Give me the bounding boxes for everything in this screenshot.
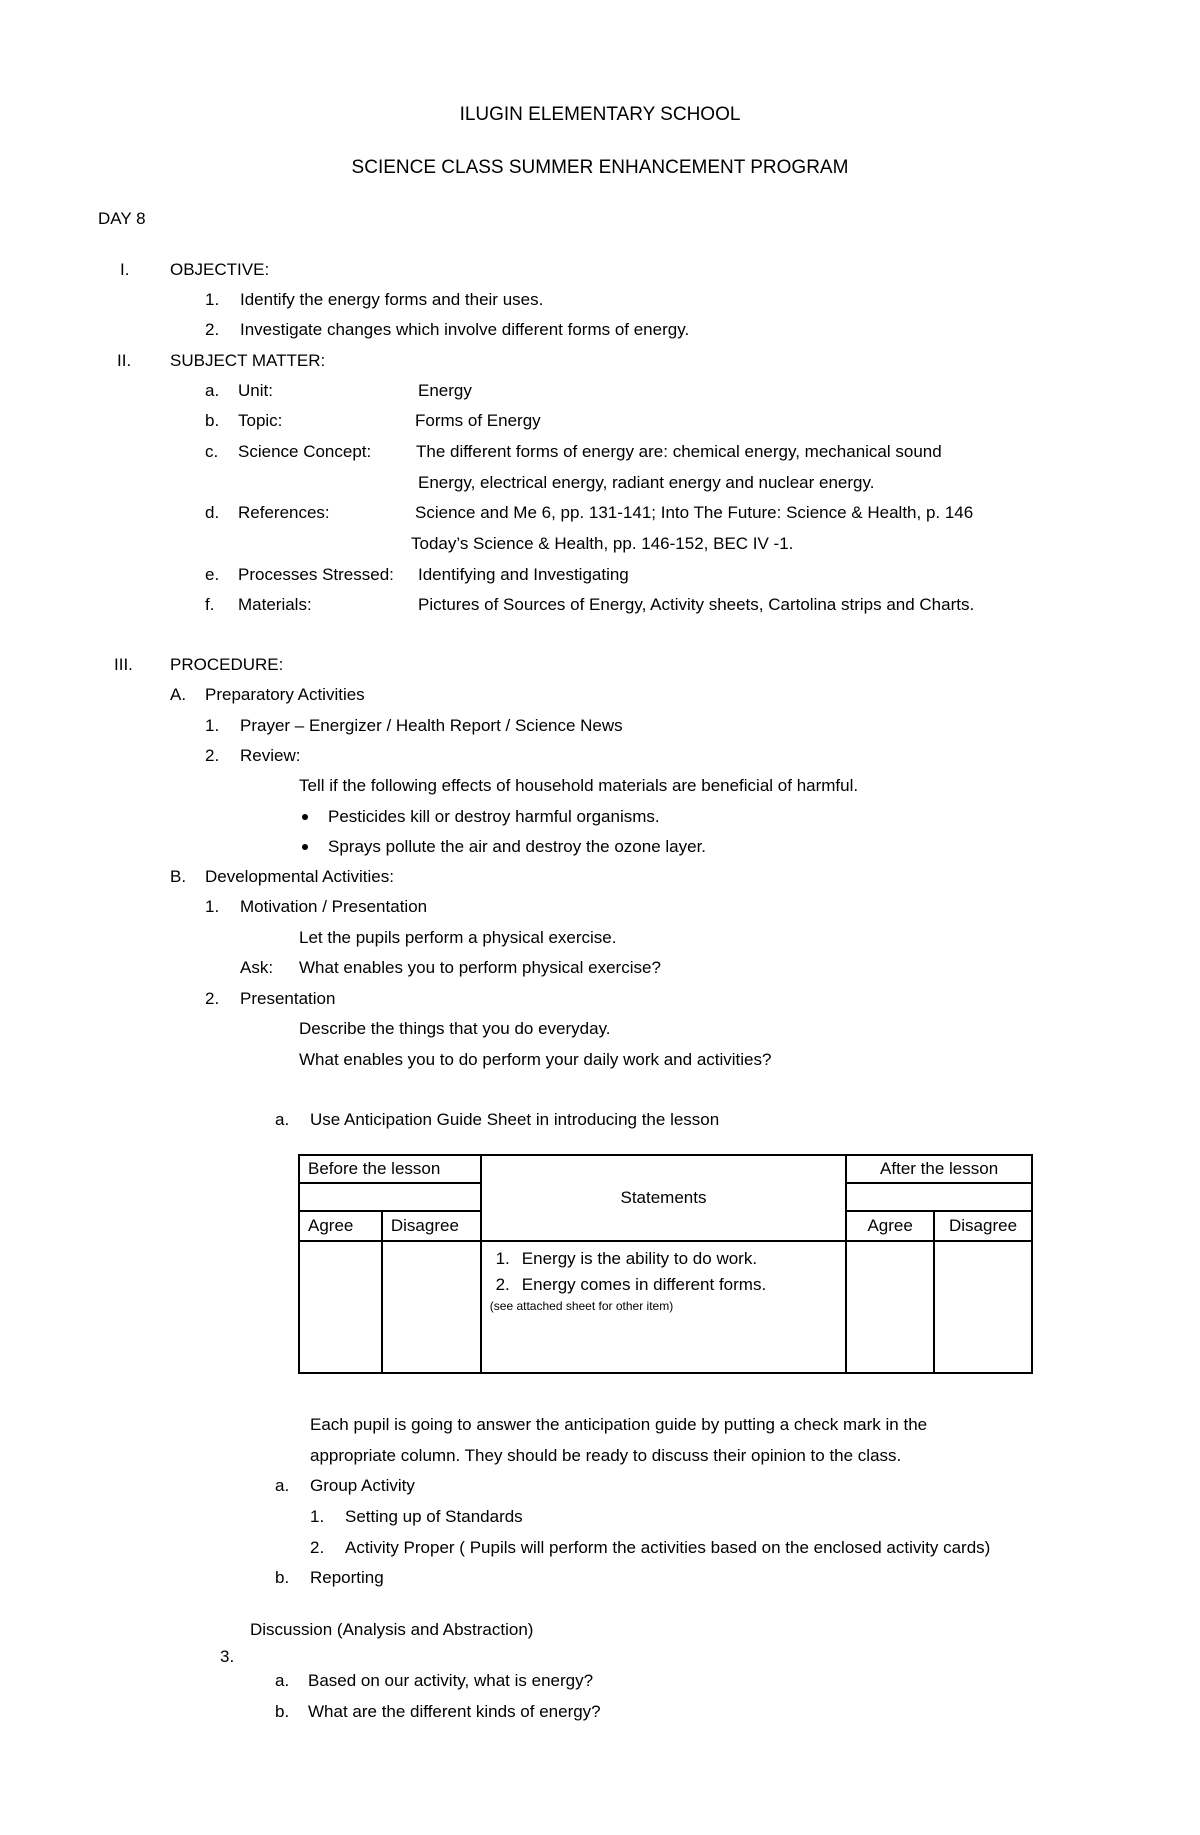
objective-item: Identify the energy forms and their uses. xyxy=(240,290,544,309)
statement-row xyxy=(488,1246,839,1272)
prep-item-num: 2. xyxy=(205,746,220,765)
subject-item-label: Unit: xyxy=(238,381,273,400)
subject-item-value: Identifying and Investigating xyxy=(418,565,629,584)
program-title: SCIENCE CLASS SUMMER ENHANCEMENT PROGRAM xyxy=(351,157,849,178)
section-b-heading: Developmental Activities: xyxy=(205,867,394,886)
procedure-heading: PROCEDURE: xyxy=(170,655,284,674)
objective-item: Investigate changes which involve different forms of energy. xyxy=(240,320,690,339)
group-step: Setting up of Standards xyxy=(345,1507,523,1526)
dev-item: Motivation / Presentation xyxy=(240,897,428,916)
ask-label: Ask: xyxy=(240,958,274,977)
subject-item-num: b. xyxy=(205,411,220,430)
subject-item-value: Energy xyxy=(418,381,472,400)
bullet-icon xyxy=(302,844,308,850)
subject-item-label: Science Concept: xyxy=(238,442,372,461)
procedure-num: III. xyxy=(114,655,133,674)
subject-item-label: Topic: xyxy=(238,411,283,430)
statement-text: Energy is the ability to do work. xyxy=(521,1249,758,1268)
subject-item-num: d. xyxy=(205,503,220,522)
blank-cell xyxy=(299,1183,481,1211)
prep-item: Prayer – Energizer / Health Report / Science News xyxy=(240,716,623,735)
subject-item-label: Materials: xyxy=(238,595,312,614)
disagree-before-header: Disagree xyxy=(382,1211,481,1241)
prep-item: Review: xyxy=(240,746,301,765)
subject-item-num: c. xyxy=(205,442,219,461)
discussion-q-num: a. xyxy=(275,1671,290,1690)
day-label: DAY 8 xyxy=(98,209,146,228)
discussion-q-num: b. xyxy=(275,1702,290,1721)
subject-item-value: Science and Me 6, pp. 131-141; Into The Future: Science & Health, p. 146 xyxy=(415,503,974,522)
objective-item-num: 2. xyxy=(205,320,220,339)
statement-text: Energy comes in different forms. xyxy=(521,1275,767,1294)
school-name: ILUGIN ELEMENTARY SCHOOL xyxy=(459,104,741,125)
disagree-before-cell xyxy=(382,1241,481,1373)
presentation-text: What enables you to do perform your daily work and activities? xyxy=(299,1050,772,1069)
discussion-question: Based on our activity, what is energy? xyxy=(308,1671,594,1690)
subject-matter-heading: SUBJECT MATTER: xyxy=(170,351,326,370)
agree-before-cell xyxy=(299,1241,382,1373)
review-prompt: Tell if the following effects of household materials are beneficial of harmful. xyxy=(299,776,859,795)
group-step: Activity Proper ( Pupils will perform the activities based on the enclosed activity cards) xyxy=(345,1538,991,1557)
dev-item-num: 2. xyxy=(205,989,220,1008)
subject-item-num: e. xyxy=(205,565,220,584)
objective-item-num: 1. xyxy=(205,290,220,309)
review-bullet: Sprays pollute the air and destroy the ozone layer. xyxy=(328,837,707,856)
motivation-text: Let the pupils perform a physical exercise. xyxy=(299,928,617,947)
instruction-text: Each pupil is going to answer the anticipation guide by putting a check mark in the xyxy=(310,1415,928,1434)
agree-after-cell xyxy=(846,1241,934,1373)
guide-item-num: a. xyxy=(275,1110,290,1129)
dev-item: Presentation xyxy=(240,989,336,1008)
reporting: Reporting xyxy=(310,1568,384,1587)
reporting-num: b. xyxy=(275,1568,290,1587)
statement-note: (see attached sheet for other item) xyxy=(489,1299,674,1313)
subject-item-label: Processes Stressed: xyxy=(238,565,394,584)
group-activity-num: a. xyxy=(275,1476,290,1495)
discussion-num: 3. xyxy=(220,1647,235,1666)
bullet-icon xyxy=(302,814,308,820)
dev-item-num: 1. xyxy=(205,897,220,916)
statement-num: 1. xyxy=(495,1249,510,1268)
review-bullet: Pesticides kill or destroy harmful organisms. xyxy=(328,807,660,826)
group-step-num: 1. xyxy=(310,1507,325,1526)
subject-matter-num: II. xyxy=(117,351,132,370)
statements-cell xyxy=(481,1241,846,1373)
after-lesson-header: After the lesson xyxy=(846,1155,1032,1183)
group-step-num: 2. xyxy=(310,1538,325,1557)
objective-heading: OBJECTIVE: xyxy=(170,260,270,279)
objective-num: I. xyxy=(120,260,130,279)
statement-num: 2. xyxy=(495,1275,510,1294)
discussion-heading: Discussion (Analysis and Abstraction) xyxy=(250,1620,534,1639)
section-a-heading: Preparatory Activities xyxy=(205,685,365,704)
before-lesson-header: Before the lesson xyxy=(299,1155,481,1183)
guide-item: Use Anticipation Guide Sheet in introducing the lesson xyxy=(310,1110,720,1129)
subject-item-value-cont: Energy, electrical energy, radiant energy and nuclear energy. xyxy=(418,473,875,492)
subject-item-label: References: xyxy=(238,503,330,522)
section-a-num: A. xyxy=(170,685,187,704)
prep-item-num: 1. xyxy=(205,716,220,735)
ask-text: What enables you to perform physical exercise? xyxy=(299,958,661,977)
blank-cell xyxy=(846,1183,1032,1211)
discussion-question: What are the different kinds of energy? xyxy=(308,1702,601,1721)
anticipation-guide-table xyxy=(298,1154,1033,1374)
agree-before-header: Agree xyxy=(299,1211,382,1241)
subject-item-value-cont: Today’s Science & Health, pp. 146-152, BEC IV -1. xyxy=(411,534,794,553)
subject-item-num: f. xyxy=(205,595,215,614)
subject-item-num: a. xyxy=(205,381,220,400)
group-activity: Group Activity xyxy=(310,1476,415,1495)
disagree-after-cell xyxy=(934,1241,1032,1373)
section-b-num: B. xyxy=(170,867,187,886)
instruction-text: appropriate column. They should be ready to discuss their opinion to the class. xyxy=(310,1446,902,1465)
subject-item-value: The different forms of energy are: chemical energy, mechanical sound xyxy=(416,442,942,461)
statements-header: Statements xyxy=(481,1155,846,1241)
disagree-after-header: Disagree xyxy=(934,1211,1032,1241)
presentation-text: Describe the things that you do everyday. xyxy=(299,1019,611,1038)
agree-after-header: Agree xyxy=(846,1211,934,1241)
subject-item-value: Forms of Energy xyxy=(415,411,541,430)
subject-item-value: Pictures of Sources of Energy, Activity sheets, Cartolina strips and Charts. xyxy=(418,595,975,614)
statement-row xyxy=(488,1272,839,1298)
